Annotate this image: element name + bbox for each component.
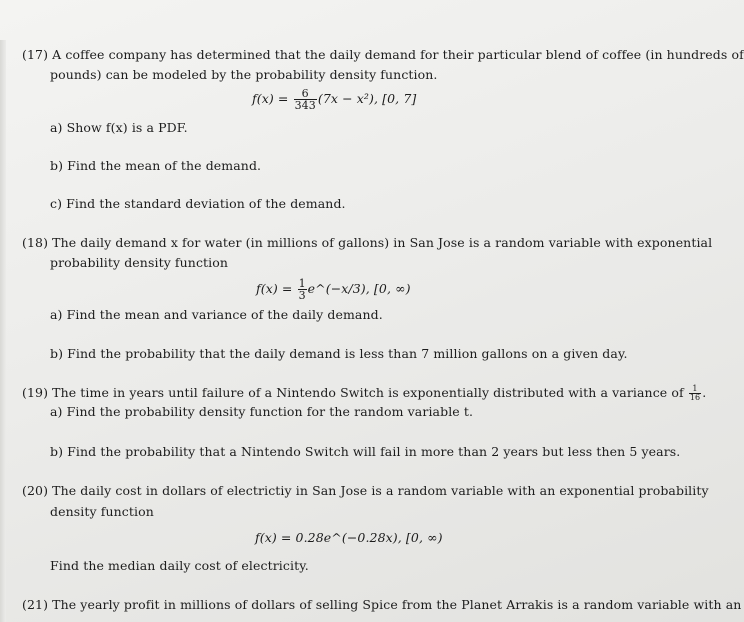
- problem-17-part-b: b) Find the mean of the demand.: [50, 158, 262, 173]
- problem-18-number: (18): [22, 235, 49, 250]
- formula-fraction: $\frac{1}{3}$: [298, 277, 306, 302]
- problem-21-intro-1: The yearly profit in millions of dollars of selling Spice from the Planet Arrakis is a random variable with an: [52, 597, 742, 612]
- problem-17-line-1: [22, 47, 744, 62]
- problem-20-line-1: [22, 483, 709, 498]
- formula-lhs: f(x) =: [252, 91, 289, 106]
- problem-20-part: Find the median daily cost of electricity.: [50, 558, 309, 573]
- problem-21-number: (21): [22, 597, 49, 612]
- formula-lhs: f(x) =: [256, 281, 293, 296]
- problem-17-intro-1: A coffee company has determined that the daily demand for their particular blend of coffee (in hundreds of: [52, 47, 744, 62]
- problem-20-formula: f(x) = 0.28e^(−0.28x), [0, ∞): [255, 530, 443, 545]
- problem-19-part-a: a) Find the probability density function for the random variable t.: [50, 404, 474, 419]
- problem-18-line-1: [22, 235, 712, 250]
- problem-18-part-a: a) Find the mean and variance of the daily demand.: [50, 307, 383, 322]
- formula-rest: e^(−x/3), [0, ∞): [307, 281, 411, 296]
- problem-20-intro-1: The daily cost in dollars of electrictiy in San Jose is a random variable with an exponential probability: [52, 483, 709, 498]
- problem-17-part-a: a) Show f(x) is a PDF.: [50, 120, 188, 135]
- problem-21-line-1: [22, 597, 741, 612]
- problem-17-number: (17): [22, 47, 49, 62]
- page-edge: [0, 40, 6, 622]
- problem-17-intro-2: pounds) can be modeled by the probability density function.: [50, 67, 438, 82]
- problem-18-intro-1: The daily demand x for water (in millions of gallons) in San Jose is a random variable with exponential: [52, 235, 713, 250]
- problem-18-formula: [256, 278, 411, 301]
- formula-rest: (7x − x²), [0, 7]: [317, 91, 417, 106]
- problem-17-part-c: c) Find the standard deviation of the demand.: [50, 196, 346, 211]
- problem-18-intro-2: probability density function: [50, 255, 229, 270]
- problem-19-intro-1: The time in years until failure of a Nintendo Switch is exponentially distributed with a variance of: [52, 385, 684, 400]
- problem-20-intro-2: density function: [50, 504, 154, 519]
- problem-19-line-1: (19) The time in years until failure of a Nintendo Switch is exponentially distributed with a variance of $\frac{1}{16}$ .: [22, 384, 707, 402]
- formula-fraction: $\frac{6}{343}$: [294, 87, 316, 112]
- problem-20-number: (20): [22, 483, 49, 498]
- variance-fraction: $\frac{1}{16}$: [689, 384, 701, 402]
- problem-19-number: (19): [22, 385, 49, 400]
- problem-18-part-b: b) Find the probability that the daily demand is less than 7 million gallons on a given day.: [50, 346, 628, 361]
- problem-19-part-b: b) Find the probability that a Nintendo Switch will fail in more than 2 years but less then 5 years.: [50, 444, 681, 459]
- problem-17-formula: [252, 88, 416, 111]
